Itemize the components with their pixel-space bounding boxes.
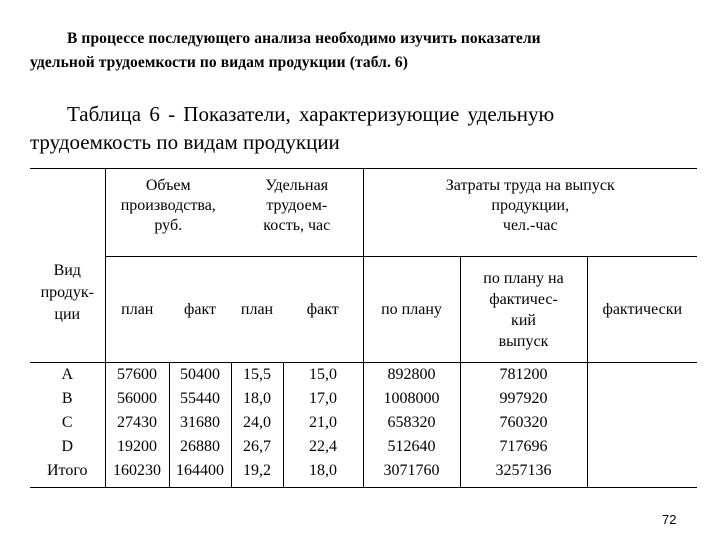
header-volume xyxy=(105,169,231,257)
labor-fact-cell: 18,0 xyxy=(283,459,363,488)
volume-fact-cell: 164400 xyxy=(169,459,231,488)
volume-fact-cell: 31680 xyxy=(169,411,231,435)
volume-plan-cell: 160230 xyxy=(105,459,169,488)
cost-actual-cell xyxy=(587,363,697,388)
intro-paragraph xyxy=(30,27,695,75)
labor-fact-cell: 15,0 xyxy=(283,363,363,388)
cost-plan-actual-cell: 781200 xyxy=(460,363,587,388)
header-vid-line-1: Вид xyxy=(53,261,81,279)
row-name: Итого xyxy=(30,459,105,488)
volume-fact-cell: 26880 xyxy=(169,435,231,459)
header-volume-fact: факт xyxy=(169,257,231,363)
cost-plan-cell: 3071760 xyxy=(363,459,460,488)
header-vid xyxy=(30,169,105,363)
table-row-total xyxy=(30,459,697,488)
cost-plan-actual-cell: 997920 xyxy=(460,387,587,411)
volume-plan-cell: 57600 xyxy=(105,363,169,388)
header-plan-actual-line-4: выпуск xyxy=(498,332,549,350)
header-labor-intensity xyxy=(231,169,363,257)
labor-fact-cell: 22,4 xyxy=(283,435,363,459)
labor-plan-cell: 18,0 xyxy=(231,387,283,411)
header-plan-actual-line-1: по плану на xyxy=(483,269,564,287)
header-plan-actual-line-3: кий xyxy=(511,311,536,329)
labor-fact-cell: 21,0 xyxy=(283,411,363,435)
row-name: С xyxy=(30,411,105,435)
intro-line-2: удельной трудоемкости по видам продукции (табл. 6) xyxy=(30,54,409,71)
labor-plan-cell: 24,0 xyxy=(231,411,283,435)
header-costs-line-2: продукции, xyxy=(491,197,570,214)
row-name: В xyxy=(30,387,105,411)
volume-fact-cell: 55440 xyxy=(169,387,231,411)
table-row xyxy=(30,363,697,388)
labor-intensity-table xyxy=(30,168,697,488)
header-labor-line-3: кость, час xyxy=(263,217,331,234)
header-costs-line-3: чел.-час xyxy=(502,217,558,234)
caption-line-1: Таблица 6 - Показатели, характеризующие удельную xyxy=(67,102,555,126)
labor-plan-cell: 26,7 xyxy=(231,435,283,459)
caption-line-2: трудоемкость по видам продукции xyxy=(30,130,340,154)
volume-plan-cell: 56000 xyxy=(105,387,169,411)
header-row-top xyxy=(30,169,697,257)
row-name: D xyxy=(30,435,105,459)
header-plan-actual-line-2: фактичес- xyxy=(489,290,558,308)
cost-actual-cell xyxy=(587,411,697,435)
header-cost-actual: фактически xyxy=(587,257,697,363)
labor-plan-cell: 15,5 xyxy=(231,363,283,388)
header-volume-line-3: руб. xyxy=(154,217,183,234)
header-labor-line-1: Удельная xyxy=(265,177,329,194)
table-row xyxy=(30,411,697,435)
labor-fact-cell: 17,0 xyxy=(283,387,363,411)
table-row xyxy=(30,435,697,459)
header-volume-line-2: производства, xyxy=(120,197,216,214)
cost-plan-actual-cell: 760320 xyxy=(460,411,587,435)
table-row xyxy=(30,387,697,411)
volume-plan-cell: 19200 xyxy=(105,435,169,459)
header-cost-by-plan: по плану xyxy=(363,257,460,363)
header-volume-plan: план xyxy=(105,257,169,363)
volume-plan-cell: 27430 xyxy=(105,411,169,435)
row-name: А xyxy=(30,363,105,388)
page-number: 72 xyxy=(662,512,677,527)
cost-actual-cell xyxy=(587,387,697,411)
header-row-bottom xyxy=(30,257,697,363)
cost-actual-cell xyxy=(587,459,697,488)
cost-plan-cell: 512640 xyxy=(363,435,460,459)
header-labor-line-2: трудоем- xyxy=(266,197,328,214)
cost-plan-cell: 892800 xyxy=(363,363,460,388)
cost-plan-cell: 1008000 xyxy=(363,387,460,411)
header-labor-plan: план xyxy=(231,257,283,363)
header-volume-line-1: Объем xyxy=(145,177,191,194)
volume-fact-cell: 50400 xyxy=(169,363,231,388)
cost-plan-actual-cell: 3257136 xyxy=(460,459,587,488)
cost-plan-cell: 658320 xyxy=(363,411,460,435)
table-caption xyxy=(30,100,690,156)
cost-actual-cell xyxy=(587,435,697,459)
cost-plan-actual-cell: 717696 xyxy=(460,435,587,459)
header-labor-fact: факт xyxy=(283,257,363,363)
intro-line-1: В процессе последующего анализа необходимо изучить показатели xyxy=(67,30,541,47)
labor-plan-cell: 19,2 xyxy=(231,459,283,488)
header-vid-line-3: ции xyxy=(54,305,81,323)
header-cost-plan-on-actual xyxy=(460,257,587,363)
header-vid-line-2: продук- xyxy=(40,283,94,301)
header-labor-costs xyxy=(363,169,697,257)
header-costs-line-1: Затраты труда на выпуск xyxy=(445,177,615,194)
